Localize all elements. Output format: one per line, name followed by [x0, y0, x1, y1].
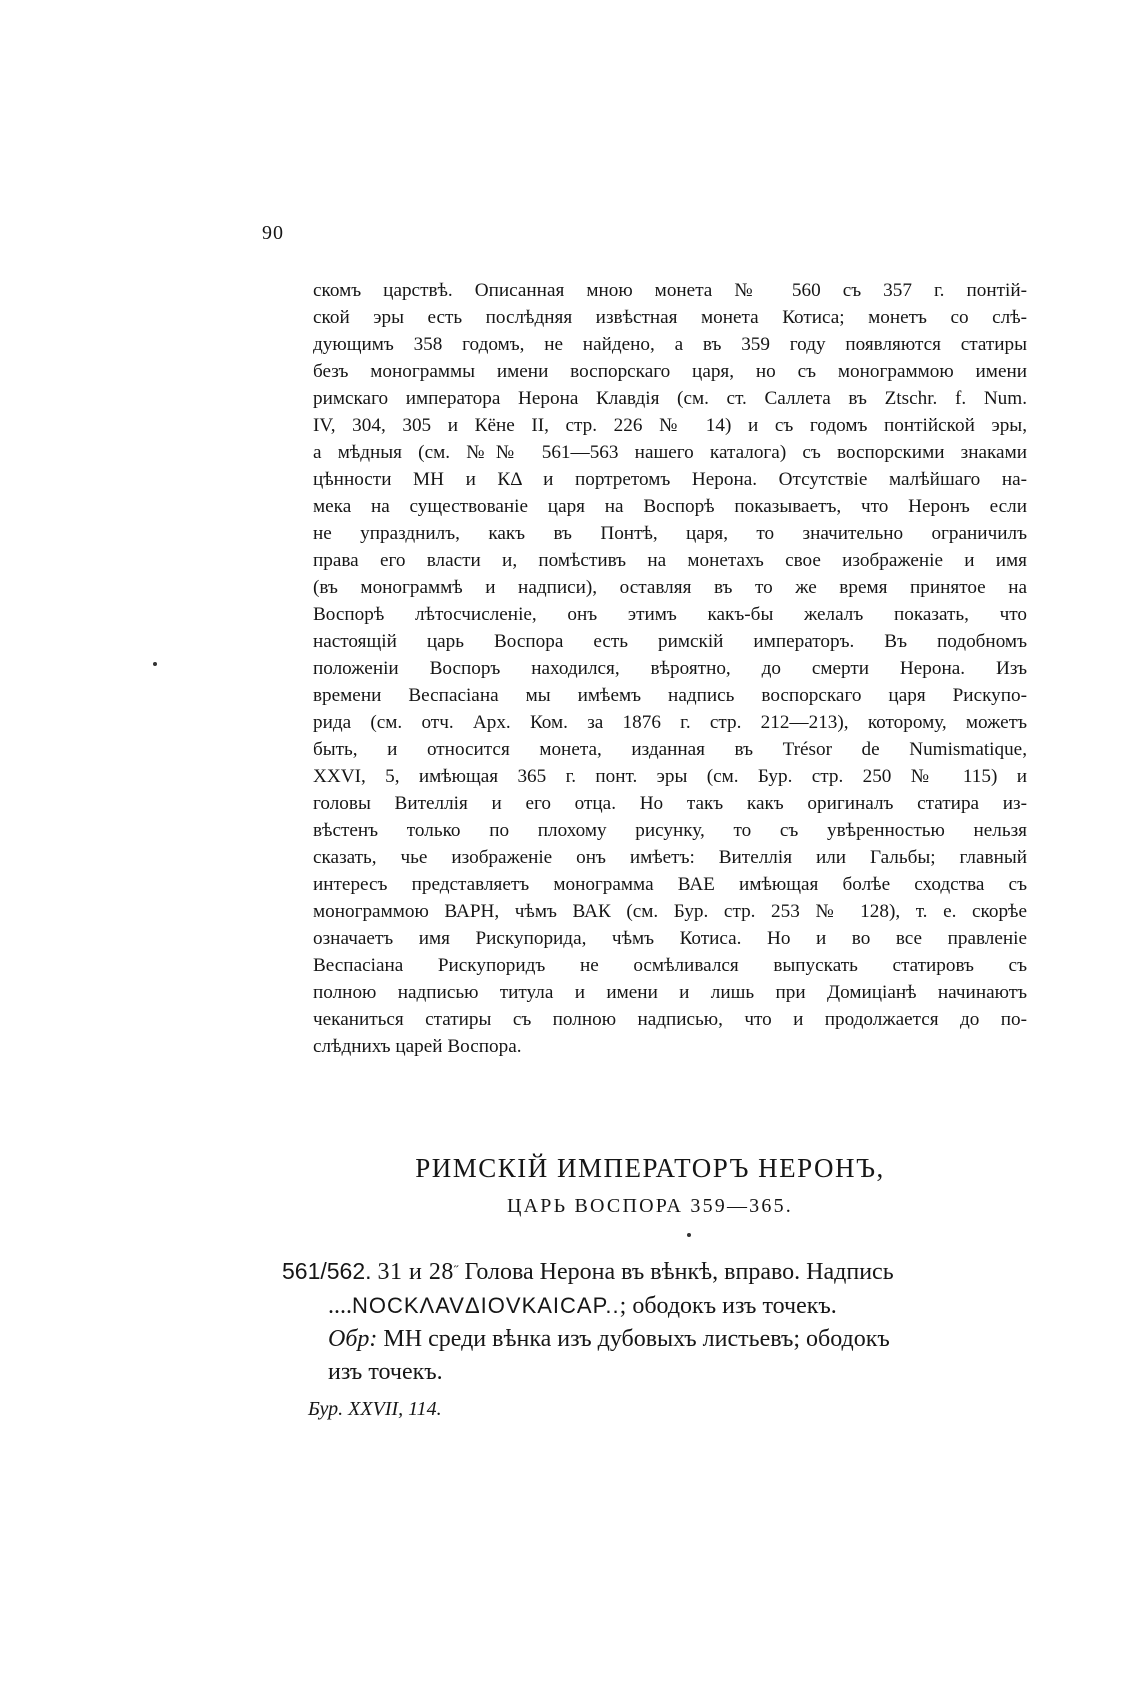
body-line: цѣнности МН и КΔ и портретомъ Нерона. Отсутствіе малѣйшаго на- [313, 469, 1027, 490]
body-line: Воспорѣ лѣтосчисленіе, онъ этимъ какъ-бы желалъ показать, что [313, 604, 1027, 625]
print-speck [687, 1233, 691, 1237]
entry-header-line [282, 1255, 1042, 1289]
body-text [313, 277, 1027, 1060]
body-line: слѣднихъ царей Воспора. [313, 1036, 522, 1057]
body-line: права его власти и, помѣстивъ на монетахъ свое изображеніе и имя [313, 550, 1027, 571]
body-line: XXVI, 5, имѣющая 365 г. понт. эры (см. Бур. стр. 250 № 115) и [313, 766, 1027, 787]
print-speck [153, 662, 157, 666]
body-line: времени Веспасіана мы имѣемъ надпись воспорскаго царя Рискупо- [313, 685, 1027, 706]
body-line: полною надписью титула и имени и лишь при Домиціанѣ начинаютъ [313, 982, 1027, 1003]
legend-suffix: ; ободокъ изъ точекъ. [619, 1293, 837, 1319]
body-line: монограммою ВАРН, чѣмъ ВАК (см. Бур. стр. 253 № 128), т. е. скорѣе [313, 901, 1027, 922]
page-number: 90 [262, 222, 284, 244]
body-line: рида (см. отч. Арх. Ком. за 1876 г. стр. 212—213), которому, можетъ [313, 712, 1027, 733]
body-line: настоящій царь Воспора есть римскій императоръ. Въ подобномъ [313, 631, 1027, 652]
body-line: римскаго императора Нерона Клавдія (см. ст. Саллета въ Ztschr. f. Num. [313, 388, 1027, 409]
body-line: чеканиться статиры съ полною надписью, что и продолжается до по- [313, 1009, 1027, 1030]
body-line: мека на существованіе царя на Воспорѣ показываетъ, что Неронъ если [313, 496, 1027, 517]
body-line: не упразднилъ, какъ въ Понтѣ, царя, то значительно ограничилъ [313, 523, 1027, 544]
body-line: скомъ царствѣ. Описанная мною монета № 560 съ 357 г. понтій- [313, 280, 1027, 301]
entry-obverse-continuation: изъ точекъ. [328, 1359, 443, 1385]
body-line: IV, 304, 305 и Кёне II, стр. 226 № 14) и съ годомъ понтійской эры, [313, 415, 1027, 436]
section-title: РИМСКІЙ ИМПЕРАТОРЪ НЕРОНЪ, [415, 1153, 885, 1183]
dimension-mark: ˝ [453, 1264, 459, 1279]
body-line: означаетъ имя Рискупорида, чѣмъ Котиса. Но и во все правленіе [313, 928, 1027, 949]
entry-reference: Бур. XXVII, 114. [308, 1398, 442, 1420]
legend-prefix: .... [328, 1293, 352, 1319]
obverse-label: Обр: [328, 1326, 378, 1352]
body-line: быть, и относится монета, изданная въ Trésor de Numismatique, [313, 739, 1027, 760]
body-line: вѣстенъ только по плохому рисунку, то съ увѣренностью нельзя [313, 820, 1027, 841]
body-line: безъ монограммы имени воспорскаго царя, но съ монограммою имени [313, 361, 1027, 382]
body-line: Веспасіана Рискупоридъ не осмѣливался выпускать статировъ съ [313, 955, 1027, 976]
obverse-text: МН среди вѣнка изъ дубовыхъ листьевъ; ободокъ [383, 1326, 890, 1352]
entry-dimensions: 31 и 28 [377, 1259, 454, 1285]
entry-number: 561/562. [282, 1258, 372, 1284]
body-line: ской эры есть послѣдняя извѣстная монета Котиса; монетъ со слѣ- [313, 307, 1027, 328]
body-line: интересъ представляетъ монограмма ВАЕ имѣющая болѣе сходства съ [313, 874, 1027, 895]
body-line: положеніи Воспоръ находился, вѣроятно, до смерти Нерона. Изъ [313, 658, 1027, 679]
catalog-entry [282, 1255, 1042, 1426]
entry-obverse-line [282, 1323, 1042, 1356]
body-line: а мѣдныя (см. №№ 561—563 нашего каталога) съ воспорскими знаками [313, 442, 1027, 463]
body-line: сказать, чье изображеніе онъ имѣетъ: Вителлія или Гальбы; главный [313, 847, 1027, 868]
body-line: головы Вителлія и его отца. Но такъ какъ оригиналъ статира из- [313, 793, 1027, 814]
section-subtitle: ЦАРЬ ВОСПОРА 359—365. [507, 1195, 793, 1217]
entry-description: Голова Нерона въ вѣнкѣ, вправо. Надпись [464, 1259, 894, 1285]
body-line: (въ монограммѣ и надписи), оставляя въ то же время принятое на [313, 577, 1027, 598]
entry-legend-line [282, 1289, 1042, 1323]
coin-legend: NOCKΛAVΔIOVKAICAP.. [352, 1293, 620, 1318]
body-line: дующимъ 358 годомъ, не найдено, а въ 359 году появляются статиры [313, 334, 1027, 355]
